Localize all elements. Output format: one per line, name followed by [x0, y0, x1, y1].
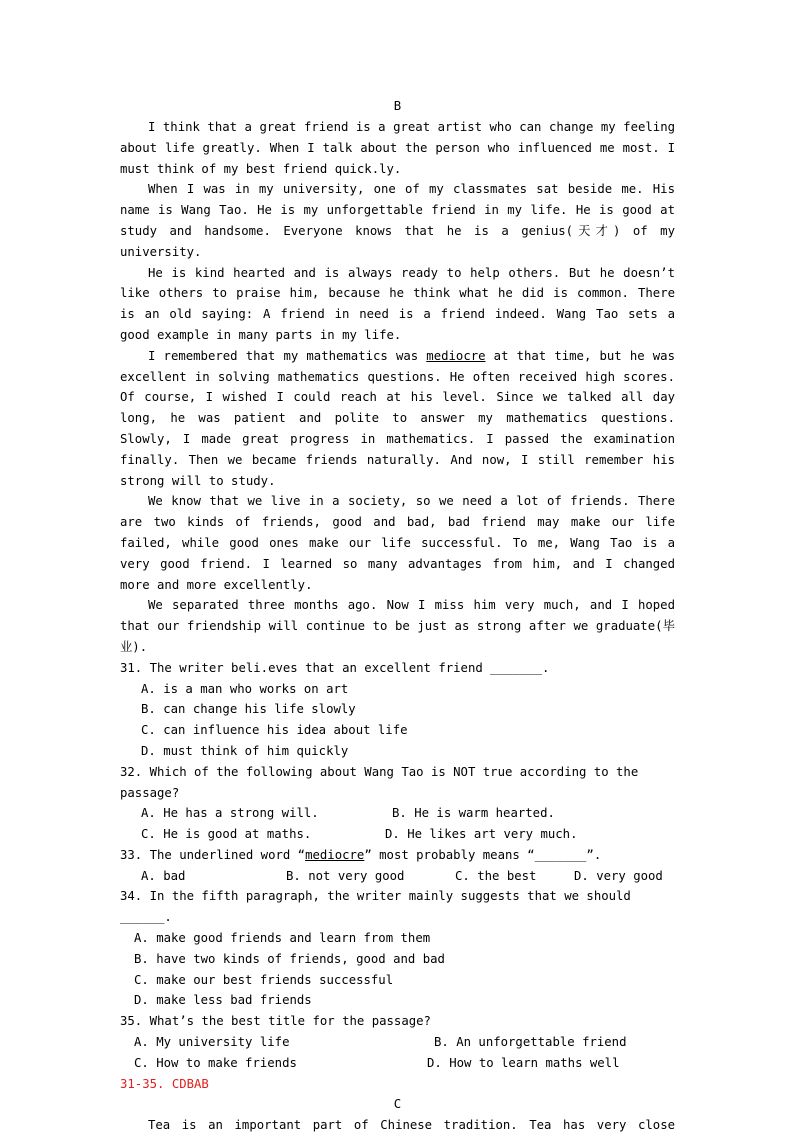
question-32-option-c[interactable]: C. He is good at maths.: [141, 827, 312, 842]
question-31-option-c[interactable]: C. can influence his idea about life: [141, 723, 408, 738]
question-34-option-c[interactable]: C. make our best friends successful: [134, 972, 394, 987]
passage-paragraph-5: We know that we live in a society, so we need a lot of friends. There are two kinds of friends, good and bad, bad friend may make our life failed, while good ones make our life successful. To me, Wang Tao is a very good friend. I learned so many advantages from him, and I changed more and more excellently.: [120, 494, 675, 592]
question-32-stem: 32. Which of the following about Wang Tao is NOT true according to the passage?: [120, 764, 639, 800]
question-35-option-a[interactable]: A. My university life: [134, 1035, 290, 1050]
question-31-option-b[interactable]: B. can change his life slowly: [141, 702, 356, 717]
question-33-stem-post: ” most probably means “_______”.: [364, 847, 602, 862]
passage-paragraph-4: [120, 346, 675, 492]
section-c-heading: C: [393, 1097, 402, 1112]
section-b-heading: B: [393, 99, 402, 113]
underlined-word-mediocre: mediocre: [426, 348, 486, 363]
question-35-option-d[interactable]: D. How to learn maths well: [427, 1055, 620, 1070]
question-31-option-d[interactable]: D. must think of him quickly: [141, 743, 349, 758]
question-34-option-a[interactable]: A. make good friends and learn from them: [134, 931, 431, 946]
question-33-stem-pre: 33. The underlined word “: [120, 847, 306, 862]
passage-paragraph-2: When I was in my university, one of my classmates sat beside me. His name is Wang Tao. He is my unforgettable friend in my life. He is good at study and handsome. Everyone knows that he is a genius(天才) of my university.: [120, 182, 675, 259]
question-33-underlined-word: mediocre: [305, 847, 365, 862]
question-33-stem: [120, 845, 675, 866]
question-34-option-d[interactable]: D. make less bad friends: [134, 993, 312, 1008]
paragraph-4-part-a: I remembered that my mathematics was: [148, 348, 427, 363]
question-35-option-c[interactable]: C. How to make friends: [134, 1055, 297, 1070]
question-33-row: [120, 866, 675, 887]
question-33-option-c[interactable]: C. the best: [455, 868, 537, 883]
question-33-option-b[interactable]: B. not very good: [286, 868, 405, 883]
question-32-row-2: [120, 824, 675, 845]
question-34-stem: 34. In the fifth paragraph, the writer mainly suggests that we should ______.: [120, 889, 631, 925]
exam-page: [120, 96, 675, 1136]
question-33-option-d[interactable]: D. very good: [574, 868, 663, 883]
question-35-row-2: [120, 1053, 675, 1074]
question-31-option-a[interactable]: A. is a man who works on art: [141, 681, 349, 696]
question-31-stem: 31. The writer beli.eves that an excellent friend _______.: [120, 660, 550, 675]
question-34-option-b[interactable]: B. have two kinds of friends, good and bad: [134, 951, 445, 966]
question-35-row-1: [120, 1032, 675, 1053]
passage-paragraph-1: I think that a great friend is a great artist who can change my feeling about life greatly. When I talk about the person who influenced me most. I must think of my best friend quick.ly.: [120, 120, 675, 176]
passage-paragraph-6: We separated three months ago. Now I miss him very much, and I hoped that our friendship will continue to be just as strong after we graduate(毕业).: [120, 598, 675, 654]
question-32-option-a[interactable]: A. He has a strong will.: [141, 806, 319, 821]
question-33-option-a[interactable]: A. bad: [141, 868, 186, 883]
question-32-row-1: [120, 803, 675, 824]
question-32-option-b[interactable]: B. He is warm hearted.: [392, 806, 555, 821]
question-32-option-d[interactable]: D. He likes art very much.: [385, 827, 578, 842]
question-35-option-b[interactable]: B. An unforgettable friend: [434, 1035, 627, 1050]
passage-paragraph-3: He is kind hearted and is always ready to help others. But he doesn’t like others to praise him, because he think what he did is common. There is an old saying: A friend in need is a friend indeed. Wang Tao sets a good example in many parts in my life.: [120, 265, 675, 342]
section-c-first-line: Tea is an important part of Chinese tradition. Tea has very close: [148, 1118, 675, 1133]
answer-key: 31-35. CDBAB: [120, 1076, 209, 1091]
question-35-stem: 35. What’s the best title for the passage?: [120, 1014, 431, 1029]
paragraph-4-part-b: at that time, but he was excellent in solving mathematics questions. He often received high scores. Of course, I wished I could reach at his level. Since we talked all day long, he was patient and polite to answer my mathematics questions. Slowly, I made great progress in mathematics. I passed the examination finally. Then we became friends naturally. And now, I still remember his strong will to study.: [120, 348, 675, 488]
